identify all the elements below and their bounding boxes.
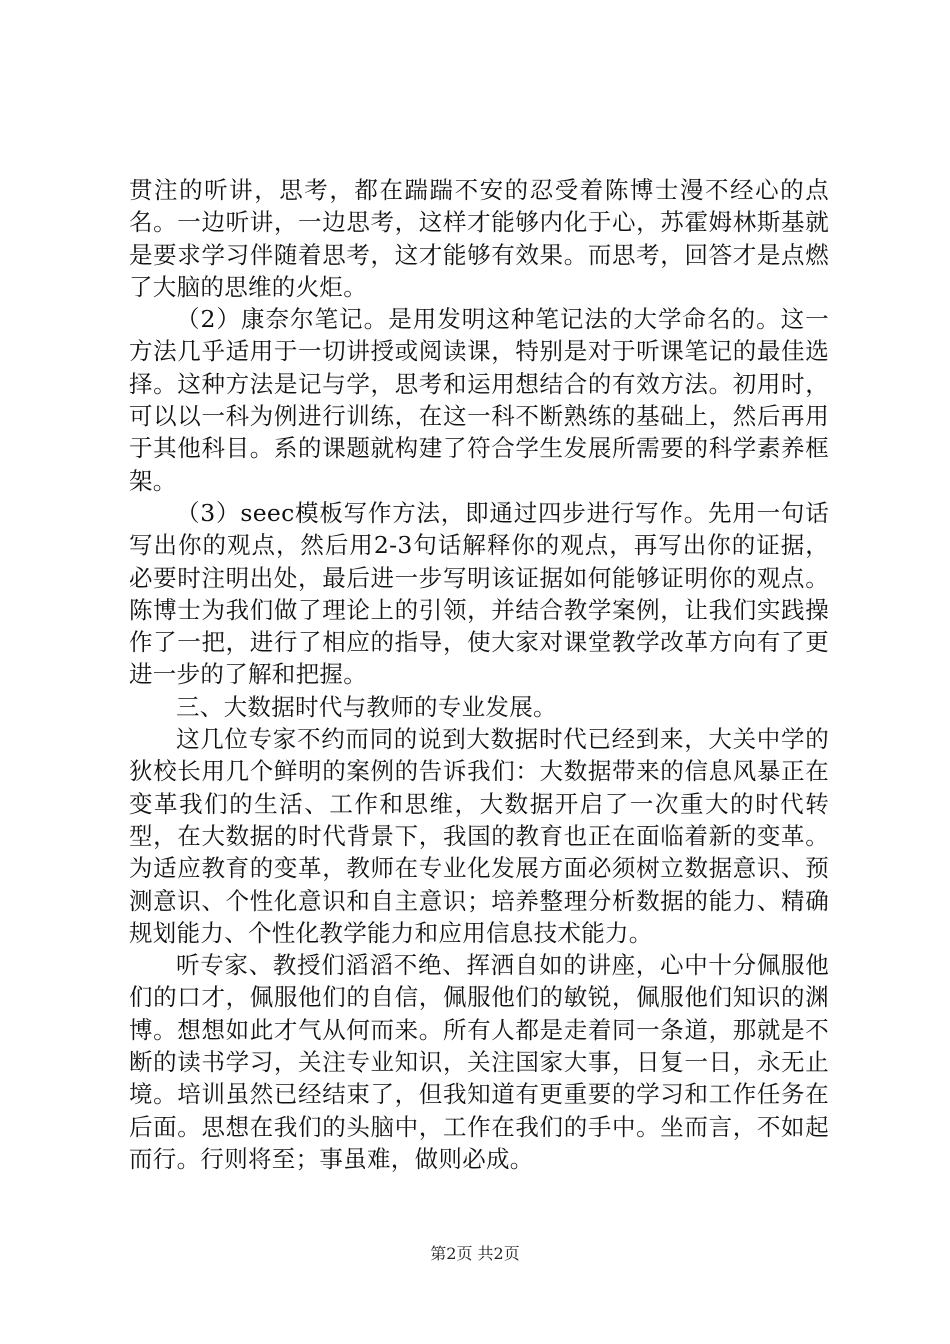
paragraph-cornell-notes: （2）康奈尔笔记。是用发明这种笔记法的大学命名的。这一方法几乎适用于一切讲授或阅读课，特别是对于听课笔记的最佳选择。这种方法是记与学，思考和运用想结合的有效方法。初用时，可以以一科为例进行训练，在这一科不断熟练的基础上，然后再用于其他科目。系的课题就构建了符合学生发展所需要的科学素养框架。	[129, 305, 829, 495]
page-footer: 第2页 共2页	[430, 1244, 520, 1263]
paragraph-seec-writing: （3）seec模板写作方法，即通过四步进行写作。先用一句话写出你的观点，然后用2-3句话解释你的观点，再写出你的证据，必要时注明出处，最后进一步写明该证据如何能够证明你的观点。陈博士为我们做了理论上的引领，并结合教学案例，让我们实践操作了一把，进行了相应的指导，使大家对课堂教学改革方向有了更进一步的了解和把握。	[129, 498, 829, 689]
section-heading-big-data: 三、大数据时代与教师的专业发展。	[176, 692, 557, 721]
paragraph-conclusion: 听专家、教授们滔滔不绝、挥洒自如的讲座，心中十分佩服他们的口才，佩服他们的自信，佩服他们的敏锐，佩服他们知识的渊博。想想如此才气从何而来。所有人都是走着同一条道，那就是不断的读书学习，关注专业知识，关注国家大事，日复一日，永无止境。培训虽然已经结束了，但我知道有更重要的学习和工作任务在后面。思想在我们的头脑中，工作在我们的手中。坐而言，不如起而行。行则将至；事虽难，做则必成。	[129, 951, 829, 1173]
document-body	[129, 174, 829, 1175]
paragraph-continuation: 贯注的听讲，思考，都在踹踹不安的忍受着陈博士漫不经心的点名。一边听讲，一边思考，这样才能够内化于心，苏霍姆林斯基就是要求学习伴随着思考，这才能够有效果。而思考，回答才是点燃了大脑的思维的火炬。	[129, 176, 829, 301]
paragraph-big-data: 这几位专家不约而同的说到大数据时代已经到来，大关中学的狄校长用几个鲜明的案例的告诉我们：大数据带来的信息风暴正在变革我们的生活、工作和思维，大数据开启了一次重大的时代转型，在大数据的时代背景下，我国的教育也正在面临着新的变革。为适应教育的变革，教师在专业化发展方面必须树立数据意识、预测意识、个性化意识和自主意识；培养整理分析数据的能力、精确规划能力、个性化教学能力和应用信息技术能力。	[129, 725, 829, 947]
